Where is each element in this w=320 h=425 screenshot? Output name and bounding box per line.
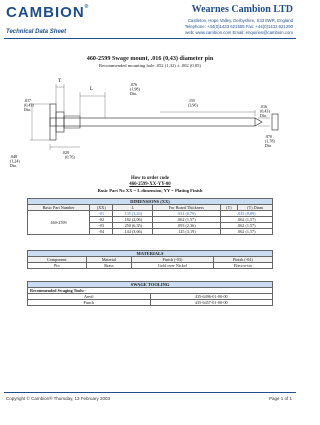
cell: Pin [28,263,87,269]
cell: 435-6496-01-00-00 [150,294,273,300]
cell: .035 (0,89) [220,211,272,217]
tooling-title: SWAGE TOOLING [28,282,273,288]
cell: .125 (3,19) [153,229,221,235]
label-076: .076 (1,98) Dia. [130,82,140,96]
cell: -04 [90,229,113,235]
col-board-thickness: For Board Thickness [153,205,221,211]
cell: 435-6457-01-00-00 [150,300,273,306]
col-t-diam: (T) Diam [238,205,273,211]
address-line-2: Telephone: +44(0)1433 621555 Fax: +44(0)1433 621290 [184,24,293,29]
label-029: .029 (0,76) [62,150,75,160]
pin-head [50,104,56,140]
copyright: Copyright © Cambion® Thursday, 13 February 2003 [6,396,111,401]
header-divider [4,38,296,39]
materials-title: MATERIALS [28,251,273,257]
label-016: .016 (0,43) Dia. [260,104,270,118]
pin-drawing [10,72,295,172]
cell: Punch [28,300,151,306]
tooling-table [27,281,273,306]
col-l: L [113,205,153,211]
cell: .062 (1,57) [153,217,221,223]
cell: .135 (3,43) [113,211,153,217]
col-finish-03: Finish (-03) [132,257,213,263]
cell: .062 (1,57) [220,223,272,229]
cell: -03 [90,223,113,229]
table-row [28,300,273,306]
col-material: Material [86,257,132,263]
cell: Anvil [28,294,151,300]
label-070: .070 (1,78) Dia. [265,134,275,148]
footer-divider [4,392,296,393]
cell: .062 (1,57) [220,229,272,235]
cell: .031 (0,79) [153,211,221,217]
tooling-header: Recommended Swaging Tools:- [28,288,273,294]
pin-collar [56,112,64,132]
label-017: .017 (0,43) Dia. [24,98,34,112]
address-line-1: Castleton, Hope Valley, Derbyshire, S33 8WR, England [187,18,293,23]
dimensions-title: DIMENSIONS (XX) [28,199,273,205]
cell: -02 [90,217,113,223]
table-row [28,263,273,269]
pin-shaft [50,118,255,126]
address-line-3: web: www.cambion.com Email: enquiries@cambion.com [185,30,293,35]
cell: .144 (3,66) [113,229,153,235]
cell: Brass [86,263,132,269]
cell: Gold over Nickel [132,263,213,269]
label-L: L [90,87,94,92]
col-basic-part: Basic Part Number [28,205,90,211]
page-number: Page 1 of 1 [268,396,292,401]
label-155: .155 (3,96) [188,98,198,108]
order-code: 460-2599-XX-YY-00 [129,182,171,187]
cell: -01 [90,211,113,217]
col-xx: (XX) [90,205,113,211]
dimensions-table [27,198,273,235]
col-finish-04: Finish (-04) [213,257,272,263]
order-basic: Basic Part No XX = L dimension, YY = Plating Finish [97,188,203,193]
label-T: T [58,79,62,84]
cambion-logo: CAMBION® [6,4,90,21]
part-number-cell: 460-2599 [28,211,90,235]
materials-table [27,250,273,269]
tech-sheet-label: Technical Data Sheet [6,29,67,35]
col-component: Component [28,257,87,263]
order-heading: How to order code [131,176,169,181]
cell: .093 (2,36) [153,223,221,229]
col-t: (T) [220,205,237,211]
part-title: 460-2599 Swage mount, .016 (0,43) diameter pin [86,55,214,62]
cell: .182 (2,06) [113,217,153,223]
cell: .250 (6,35) [113,223,153,229]
company-name: Wearnes Cambion LTD [191,4,293,15]
cell: Electro-tin [213,263,272,269]
label-048: .048 (1,24) Dia. [10,154,20,168]
cell: .062 (1,57) [220,217,272,223]
part-subtitle: Recommended mounting hole .052 (1,32) ± .002 (0,05) [99,63,201,68]
